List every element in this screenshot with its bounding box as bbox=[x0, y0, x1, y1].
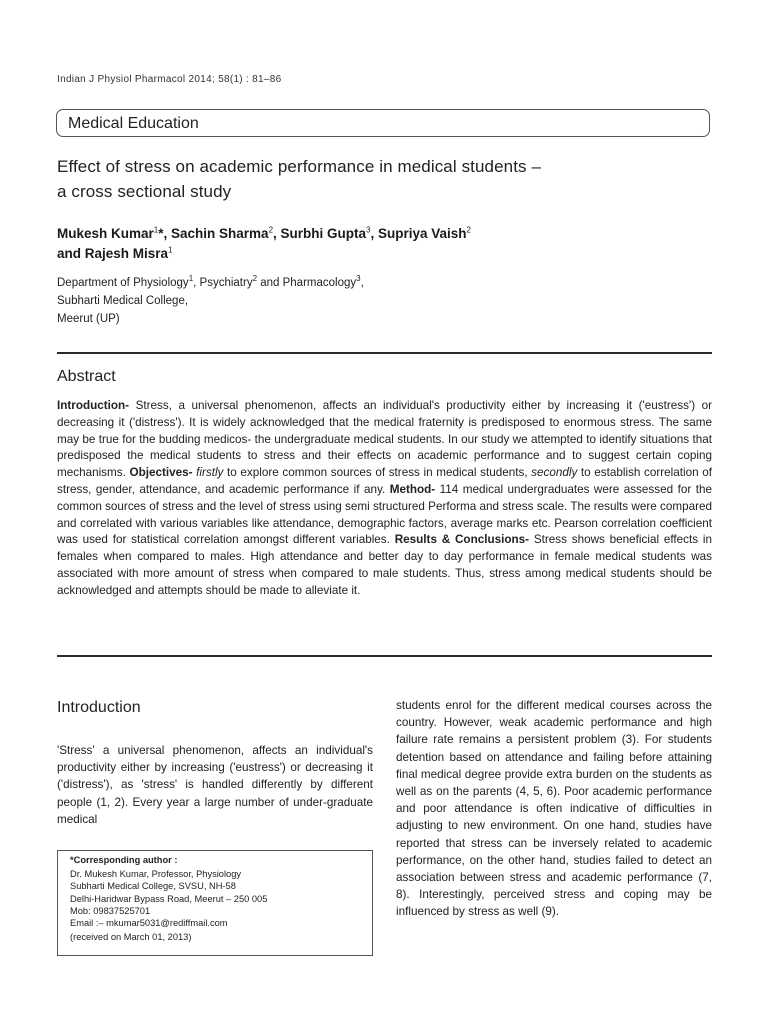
author-affil-sup: 1 bbox=[153, 225, 159, 235]
corresponding-mark: * bbox=[158, 226, 164, 241]
author-affil-sup: 2 bbox=[268, 225, 274, 235]
author-name: Supriya Vaish bbox=[378, 226, 467, 241]
affiliation-line-1 bbox=[57, 274, 697, 292]
title-line-1: Effect of stress on academic performance in medical students – bbox=[57, 157, 542, 176]
secondly-text: secondly bbox=[531, 466, 578, 480]
affil-sup: 3 bbox=[356, 274, 361, 284]
affil-sup: 1 bbox=[188, 274, 194, 284]
author-line-1 bbox=[57, 224, 697, 244]
author-name: and Rajesh Misra bbox=[57, 246, 169, 261]
intro-label: Introduction- bbox=[57, 399, 130, 412]
affil-sup: 2 bbox=[252, 274, 258, 284]
received-date: (received on March 01, 2013) bbox=[70, 932, 192, 943]
journal-reference: Indian J Physiol Pharmacol 2014; 58(1) : 81–86 bbox=[57, 74, 282, 85]
corresponding-author-box bbox=[57, 850, 373, 956]
affil-physiology: Department of Physiology bbox=[57, 277, 189, 289]
corresponding-line: Mob: 09837525701 bbox=[70, 905, 151, 916]
introduction-right-column: students enrol for the different medical courses across the country. However, weak academic performance and high failure rate remains a persistent problem (3). For students detention based on attendance and failing before attaining final medical degree provide extra burden on the students as well as on the parents (4, 5, 6). Poor academic performance and poor attendance is often indicative of difficulties in adjusting to new environment. On one hand, studies have reported that stress can be inversely related to academic performance, on the other hand, studies failed to detect an association between stress and academic performance (7, 8). Interestingly, perceived stress and coping may be influenced by stress as well (9). bbox=[396, 699, 712, 919]
introduction-left-column: 'Stress' a universal phenomenon, affects an individual's productivity either by increasing ('eustress') or decreasing it ('distress'), as 'stress' is handled differently by different people (1, 2). Every year a large number of under-graduate medical bbox=[57, 744, 373, 826]
method-label: Method- bbox=[389, 482, 436, 496]
affiliation-line-3: Meerut (UP) bbox=[57, 313, 120, 325]
corresponding-line: Dr. Mukesh Kumar, Professor, Physiology bbox=[70, 869, 242, 880]
corresponding-heading: *Corresponding author : bbox=[70, 855, 178, 865]
author-separator: , bbox=[273, 226, 281, 241]
corresponding-email: Email :– mkumar5031@rediffmail.com bbox=[70, 918, 228, 929]
objectives-text-1: to explore common sources of stress in medical students, bbox=[223, 466, 532, 480]
author-affil-sup: 1 bbox=[168, 245, 173, 255]
introduction-heading: Introduction bbox=[57, 699, 141, 716]
section-label: Medical Education bbox=[68, 115, 199, 132]
author-separator: , bbox=[370, 226, 378, 241]
method-text: 114 medical undergraduates were assessed for the common sources of stress and the level of stress using semi structured Performa and stress scale. The results were compared and correlated with various variables like attendance, demographic factors, average marks etc. Pearson correlation coefficient was used for statistical correlation amongst different variables. bbox=[57, 482, 713, 547]
author-name: Surbhi Gupta bbox=[280, 226, 367, 241]
author-name: Mukesh Kumar bbox=[57, 226, 154, 241]
corresponding-line: Subharti Medical College, SVSU, NH-58 bbox=[70, 881, 236, 892]
divider-top bbox=[57, 352, 712, 354]
abstract-heading: Abstract bbox=[57, 368, 116, 385]
author-separator: , bbox=[163, 226, 172, 241]
section-label-box bbox=[56, 109, 710, 137]
article-title bbox=[57, 154, 697, 204]
affiliation-line-2: Subharti Medical College, bbox=[57, 295, 189, 307]
affil-tail: , bbox=[360, 277, 364, 289]
author-list bbox=[57, 224, 697, 264]
intro-text: Stress, a universal phenomenon, affects an individual's productivity either by increasing it ('eustress') or decreasing it ('distress'). It is widely acknowledged that the medical fraternity is predisposed to enormous stress. The same may be true for the budding medicos- the undergraduate medical students. In our study we attempted to identify situations that predisposed the medical students to stress and their effects on academic performance and to suggest certain coping mechanisms. bbox=[57, 399, 712, 480]
title-line-2: a cross sectional study bbox=[57, 182, 232, 201]
objectives-label: Objectives- bbox=[129, 466, 193, 480]
author-affil-sup: 3 bbox=[366, 225, 371, 235]
divider-bottom bbox=[57, 655, 712, 657]
firstly-text: firstly bbox=[196, 466, 224, 480]
results-text: Stress shows beneficial effects in females when compared to males. High attendance and better day to day performance in female medical students was associated with more amount of stress when compared to male students. Thus, stress among medical students should be acknowledged and attempts should be made to alleviate it. bbox=[57, 533, 712, 597]
corresponding-line: Delhi-Haridwar Bypass Road, Meerut – 250 005 bbox=[70, 893, 268, 904]
results-label: Results & Conclusions- bbox=[394, 533, 530, 547]
author-affil-sup: 2 bbox=[466, 225, 471, 235]
author-name: Sachin Sharma bbox=[171, 226, 269, 241]
affil-pharmacology: and Pharmacology bbox=[257, 277, 357, 289]
affiliation bbox=[57, 274, 697, 328]
affil-psychiatry: , Psychiatry bbox=[193, 277, 253, 289]
objectives-text-2: to establish correlation of stress, gender, attendance, and academic performance if any. bbox=[57, 466, 712, 496]
author-line-2 bbox=[57, 244, 697, 264]
abstract-body bbox=[57, 398, 712, 600]
